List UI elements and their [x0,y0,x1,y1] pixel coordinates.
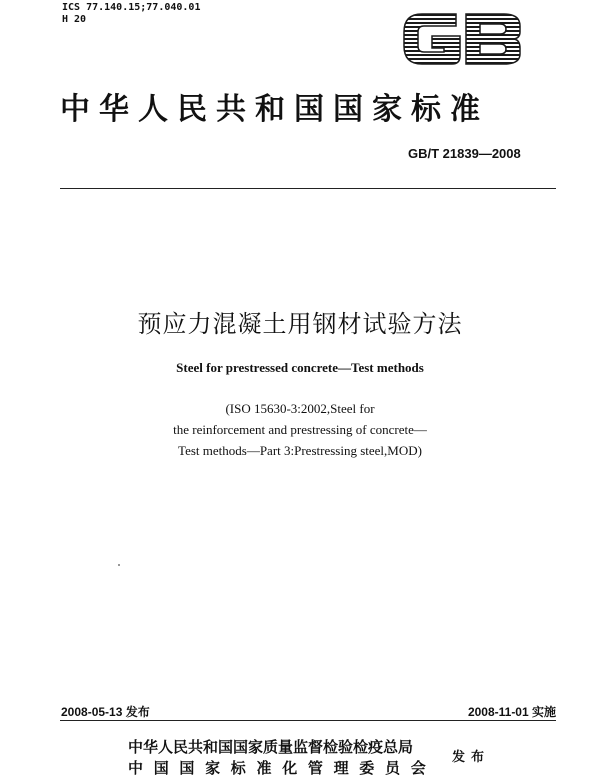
speck-mark [118,564,120,566]
issuer-aqsiq: 中华人民共和国国家质量监督检验检疫总局 [128,738,414,756]
effective-date: 2008-11-01 实施 [467,705,556,719]
footer-divider [60,720,556,721]
chinese-title: 预应力混凝土用钢材试验方法 [137,310,463,338]
classification-codes [62,2,200,26]
issue-label: 发布 [452,750,491,765]
english-title: Steel for prestressed concrete—Test methods [176,360,424,375]
ccs-code: H 20 [62,14,87,25]
issuer-sac: 中国国家标准化管理委员会 [128,759,437,777]
standard-number: GB/T 21839—2008 [408,146,521,161]
iso-reference-line: (ISO 15630-3:2002,Steel for [225,401,375,416]
iso-reference-line: the reinforcement and prestressing of concrete— [173,422,427,437]
standard-category-title: 中华人民共和国国家标准 [60,92,489,127]
ics-code: ICS 77.140.15;77.040.01 [62,2,201,13]
gb-logo [400,10,524,68]
iso-reference-line: Test methods—Part 3:Prestressing steel,MOD) [178,443,422,458]
publish-date: 2008-05-13 发布 [61,705,150,719]
iso-reference [0,398,600,461]
header-divider [60,188,556,189]
